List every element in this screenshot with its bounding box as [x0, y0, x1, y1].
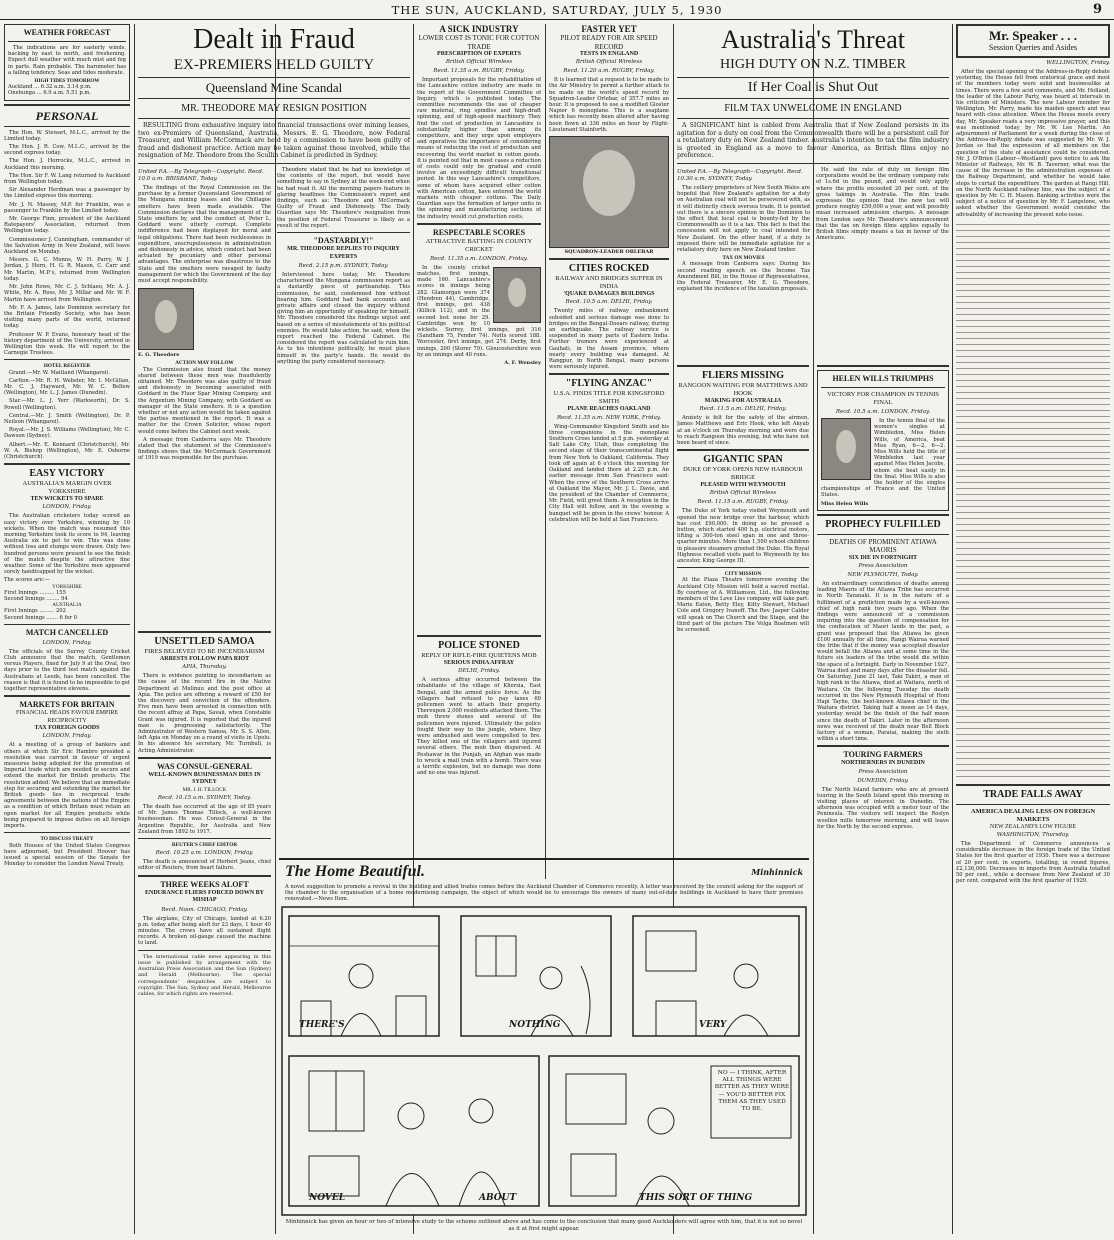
australia-dateline: United P.A.—By Telegraph—Copyright. Recd. 10.30 a.m. SYDNEY, Today. — [677, 168, 803, 182]
span-wire: British Official Wireless — [709, 490, 777, 497]
column-2-lower — [138, 628, 271, 1236]
fraud-body1: The findings of the Royal Commission on the purchase by a former Queensland Government of the Mungana mining leases and the Chillagoe smelters have been made available. The Commission declares that the management of the State smelters by, and the conduct of, Peter L. Goddard were utterly corrupt. Complete indifference had been displayed for moral and legal obligations. There had been recklessness in expenditure, unscrupulousness in administration and dishonesty in advice, which conduct had been actuated by pecuniary and other personal advantages. The enterprise was disastrous to the State and the smelters were ravaged by faulty management for which the Government of the day must accept responsibility. — [138, 184, 271, 285]
police-dateline: DELHI, Friday. — [458, 668, 500, 675]
score-line: First Innings ......... 202 — [4, 608, 66, 615]
faster-wire: British Official Wireless — [575, 59, 643, 66]
easy-victory-sub2: TEN WICKETS TO SPARE — [30, 496, 104, 503]
faster-body: It is learned that a request is to be made to the Air Ministry to permit a further attack to be made on the world's speed record by Squadron-Leader Orlebar, of 357.7 miles an hour. It is proposed to use a modified Gloster Napier 6 monoplane. This is a seaplane which has recently been altered after having been flown at 336 miles an hour by Flight-Lieutenant Stainforth. — [549, 77, 669, 133]
span-sub2: PLEASED WITH WEYMOUTH — [700, 482, 786, 489]
column-5 — [549, 24, 669, 879]
cartoon-artist: Minhinnick — [751, 867, 803, 877]
theodore-photo — [138, 288, 194, 350]
police-sub: REPLY OF RIFLE-FIRE QUIETENS MOB — [421, 652, 537, 659]
consul-sub: WELL-KNOWN BUSINESSMAN DIES IN SYDNEY — [148, 771, 261, 786]
trade-heading: TRADE FALLS AWAY — [983, 788, 1083, 800]
trade-body: The Department of Commerce announces a considerable decrease in the foreign trade of the United States for the first quarter of 1930. There was a decrease of 20 per cent. in exports, totalling, in round figures, £2,136,000. Decreases in imports from Australia totalled 50 per cent., while a decrease from New Zealand of 30 per cent. compared with the first quarter of 1929. — [956, 841, 1110, 885]
column-rule — [134, 24, 135, 1234]
prophecy-body: An extraordinary coincidence of deaths among leading Maoris of the Atiawa Tribe has occurred in North Taranaki. It is in the nature of a fulfilment of a prediction made by a well-known chief of high rank two years ago. When the findings were announced of a commission inquiring into the question of compensation for the confiscation of Maori lands in the past, a grant was proposed that the Atiawa be given £100 annually for all time. Rangi Wairua warned the tribe that if the money was accepted disaster would befall the Atiawa and at some time in the future six leaders of the tribe would die within the space of a fortnight. Early in November 1927, Wairua died and many days after the disaster fell. On Saturday, June 21 last, Taki Takiri, a man of high rank in the Atiawa, died at Waitara, north of Waitara. On the following Tuesday the death occurred in the New Plymouth Hospital of Honi Hapi Tayhe, the best-known Atiawa chief in the Waitara district. Taking half a moon as 14 days, yesterday would be the finish of the half moon since the death of Takiri. Later in the afternoon news was received of the death near Bell Block factory of a woman, Paratai, making the sixth within a short time. — [817, 581, 949, 743]
fraud-body2: Theodore stated that he had no knowledge of the contents of the report, but would have something to say in Sydney at the week-end when he had read it. All the morning papers feature in glaring headlines the Commission's report and findings, such as: Theodore and McCormack Guilty of Fraud and Dishonesty. The Daily Guardian says Mr. Theodore's resignation from the position of Federal Treasurer is likely as a result of the report. — [277, 166, 410, 229]
farmers-body: The North Island farmers who are at present touring in the South Island spent this morning in visiting places of interest in Dunedin. The afternoon was occupied with a motor tour of the Peninsula. The visitors will inspect the Roslyn woollen mills tomorrow morning, and will leave for the North by the second express. — [817, 786, 949, 830]
personal-item: Mr. J. N. Massey, M.P. for Franklin, was a passenger to Franklin by the Limited today. — [4, 201, 130, 214]
cities-dateline: Recd. 10.5 a.m. DELHI, Friday. — [565, 299, 653, 306]
three-weeks-sub: ENDURANCE FLIERS FORCED DOWN BY MISHAP — [144, 889, 264, 904]
wills-photo — [821, 418, 871, 480]
treaty-heading: TO DISCUSS TREATY — [40, 836, 94, 843]
fraud-sub3: MR. THEODORE MAY RESIGN POSITION — [181, 103, 367, 114]
dastardly-sub: MR. THEODORE REPLIES TO INQUIRY EXPERTS — [287, 246, 400, 260]
speaker-continued-text — [956, 221, 1110, 781]
score-line: YORKSHIRE — [52, 583, 82, 590]
australia-sub3: FILM TAX UNWELCOME IN ENGLAND — [724, 103, 902, 114]
farmers-wire: Press Association — [858, 768, 908, 775]
hotel-item: Royal.—Mr. J. S. Williams (Wellington), Mr. C. Dawson (Sydney). — [4, 427, 130, 440]
samoa-sub2: ARRESTS FOLLOW PAPA RIOT — [159, 656, 250, 662]
masthead — [0, 0, 1114, 20]
wills-body: In the tennis final of the women's singles at Wimbledon, Miss Helen Wills, of America, beat Miss Ryan, 6—2, 6—2. Miss Wills held the title of Wimbledon last year against Miss Helen Jacobs, whom she beat easily in the final. Miss Wills is also the holder of the singles championships of France and the United States. — [821, 418, 945, 499]
australia-lead: A SIGNIFICANT hint is cabled from Australia that if New Zealand persists in its agitation for a duty on coal from the Commonwealth there will be a persistent call for a retaliatory duty on New Zealand timber. Australia's intention to tax the film industry is greeted in England as a move to favour America, as British films enjoy no preference. — [677, 122, 949, 160]
personal-item: Professor W. P. Evans, honorary head of the history department of the University, arrived in Wellington this week. He will report to the Carnegie Trustees. — [4, 331, 130, 357]
australia-body2: A message from Canberra says: During his second reading speech on the Income Tax Amendment Bill, in the House of Representatives, the Federal Treasurer, Mr. E. G. Theodore, explained the incidence of the taxation proposals. — [677, 261, 810, 293]
australia-sub: HIGH DUTY ON N.Z. TIMBER — [720, 57, 906, 72]
cartoon — [279, 858, 809, 1238]
cartoon-label-this-sort: THIS SORT OF THING — [639, 1193, 753, 1203]
markets-sub2: TAX FOREIGN GOODS — [34, 725, 100, 732]
column-6-lower — [677, 362, 809, 857]
speaker-body: After the special opening of the Address-in-Reply debate yesterday, the House fell from oratorical grace and most of the members today were solid and businesslike at times. There were a few acid comments, and Mr. Holland, the leader of the Labour Party, was heard at intervals in his criticism of Ministers. The new Labour member for Wellington, Mr. Parry, made his maiden speech and was heard with close attention. When the House meets every day, Mr. Speaker reads a very impressive prayer, and this was mentioned today by Mr. W. Lee Martin. An adjournment of Parliament for a week during the close of the Address-in-Reply debate was suggested by Mr. W. J. Jordan so that the expression of all members on the question of the state of assistance could be considered. Mr. J. O'Brien (Labour—Westland) gave notice to ask the Minister of Railways, Mr. W. B. Taverner, what was the cause of the increase in the administration expenses of the Railway Department, and whether he would take steps to curtail the expenditure. The garden at Rangi Hill, on the North Auckland railway line, was the subject of a question by Mr. C. H. Mason. Banking activities were the subject of a notice of question by Mr. F. Langstone, who asked whether the Government would consider the advisability of increasing the present note-issue. — [956, 69, 1110, 218]
consul-heading: WAS CONSUL-GENERAL — [157, 761, 252, 771]
farmers-heading: TOURING FARMERS — [843, 750, 923, 760]
weather-body: The indications are for easterly winds, backing by east to north, and freshening. Expect dull weather with much mist and fog in parts. Rain probable. The barometer has a falling tendency. Seas and tides moderate. — [8, 45, 126, 76]
wills-sub: VICTORY FOR CHAMPION IN TENNIS FINAL — [827, 391, 939, 406]
personal-item: Messrs. G. C. Munns, W. H. Parry, W. J. Jordan, J. Horn, H. G. R. Mason, C. Carr and Mr. Martin, M.P.'s, returned from Wellington today. — [4, 257, 130, 282]
column-1 — [4, 24, 130, 1236]
span-dateline: Recd. 11.15 a.m. RUGBY, Friday. — [697, 499, 789, 506]
score-line: Second Innings ........ 94 — [4, 596, 68, 603]
farmers-sub: NORTHERNERS IN DUNEDIN — [841, 760, 925, 767]
prophecy-wire: Press Association — [858, 563, 908, 570]
column-rule — [545, 24, 546, 879]
markets-heading: MARKETS FOR BRITAIN — [19, 700, 115, 710]
personal-item: Sir Alexander Herdman was a passenger by the Limited express this morning. — [4, 187, 130, 200]
mission-body: At the Plaza Theatre tomorrow evening the Auckland City Mission will hold a sacred recital. By courtesy of A. Williamson, Ltd., the following members of the Love Lies company will take part: Marie Eaton, Betty Eley, Kitty Stewart, Michael Cole and Gregory Ivanoff. The Rev. Jasper Calder will speak on The Church and the Stage, and the third part of the picture The Volga Boatmen will be screened. — [677, 577, 809, 634]
cartoon-heading: The Home Beautiful. — [285, 863, 425, 880]
cartoon-label-nothing: NOTHING — [509, 1020, 561, 1030]
cartoon-drawing — [281, 906, 807, 1216]
match-cancelled-body: The officials of the Surrey County Cricket Club announce that the match, Gentlemen versus Players, fixed for July 9 at the Oval, two days prior to the third test match against the Australians at Leeds, has been cancelled. The reason is that it is found to be impossible to get together representative elevens. — [4, 648, 130, 693]
column-7-lower — [817, 362, 949, 1234]
samoa-sub: FIRES BELIEVED TO BE INCENDIARISM — [144, 648, 265, 655]
reuters-body: The death is announced of Herbert Jeans, chief editor of Reuters, from heart failure. — [138, 859, 271, 872]
easy-victory-heading: EASY VICTORY — [29, 468, 105, 480]
easy-victory-sub: AUSTRALIA'S MARGIN OVER YORKSHIRE — [22, 480, 112, 496]
samoa-dateline: APIA, Thursday. — [182, 664, 227, 671]
orlebar-photo — [549, 136, 669, 248]
match-cancelled-heading: MATCH CANCELLED — [25, 627, 109, 637]
three-weeks-heading: THREE WEEKS ALOFT — [160, 879, 249, 889]
anzac-heading: "FLYING ANZAC" — [565, 378, 653, 390]
faster-heading: FASTER YET — [581, 24, 637, 34]
weather-heading: WEATHER FORECAST — [23, 28, 111, 37]
reuters-heading: REUTER'S CHIEF EDITOR — [171, 842, 238, 849]
match-cancelled-dateline: LONDON, Friday. — [42, 639, 92, 646]
hotel-item: Grand.—Mr. W. Maitland (Whangarei). — [9, 369, 111, 376]
cartoon-speech: NO — I THINK, AFTER ALL THINGS WERE BETTER AS THEY WERE — YOU'D BETTER FIX THEM AS THEY USED TO BE. — [714, 1070, 790, 1113]
column-8 — [956, 24, 1110, 1236]
page-number: 9 — [1092, 2, 1102, 17]
wensley-photo — [493, 267, 541, 323]
faster-sub2: TESTS IN ENGLAND — [579, 51, 639, 57]
tide-row: Onehunga ... 6.9 a.m. 5.51 p.m. — [8, 90, 91, 97]
samoa-heading: UNSETTLED SAMOA — [154, 636, 255, 647]
speaker-sub: Session Queries and Asides — [988, 43, 1078, 52]
fliers-body: Anxiety is felt for the safety of the airmen, James Matthews and Eric Hook, who left Akyab at an o'clock on Thursday morning and were due to reach Rangoon this evening, but who have not been heard of since. — [677, 415, 809, 447]
fraud-heading: Dealt in Fraud — [193, 24, 355, 55]
police-body: A serious affray occurred between the inhabitants of the village of Khersia, East Bengal, and the armed police force. As the villagers had refused to pay taxes 60 policemen went to attach their property. Thereupon 2,000 residents attacked them. The mob threw stones and several of the policemen were injured. Ultimately the police fought their way to the jungle, where they were ambushed and were compelled to fire. They killed one of the villagers and injured several others. The mob then dispersed. At Peshawar in the Punjab, an Afghan was made to wreck a mail train with a bomb. There was a terrific explosion, but no damage was done and no one was injured. — [417, 677, 541, 777]
span-body: The Duke of York today visited Weymouth and opened the new bridge over the harbour, which has cost £90,000. In doing so he pressed a button, which started 400 h.p. electrical motors, lifting a 300-ton steel span in one and three-quarter minutes. More than 1,500 school children in pleasure steamers greeted the Duke. His Royal Highness recalled visits paid to Weymouth by his ancestor, King George III. — [677, 508, 809, 565]
wensley-caption: A. F. Wensley — [504, 359, 541, 366]
sick-heading: A SICK INDUSTRY — [439, 24, 519, 34]
consul-body: The death has occurred at the age of 85 years of Mr. James Thomas Tillock, a well-known businessman. He was Consul-General in the Argentine Republic, for Australia and New Zealand from 1892 to 1917. — [138, 804, 271, 835]
span-heading: GIGANTIC SPAN — [703, 454, 783, 466]
score-line: AUSTRALIA — [52, 602, 82, 609]
cartoon-label-very: VERY — [699, 1020, 727, 1030]
cities-heading: CITIES ROCKED — [568, 263, 650, 275]
hotel-heading: HOTEL REGISTER — [43, 363, 91, 370]
hotel-item: Central.—Mr. J. Smith (Wellington), Dr. P. Neilson (Whangarei). — [4, 412, 130, 425]
anzac-dateline: Recd. 11.35 a.m. NEW YORK, Friday. — [557, 414, 661, 421]
theodore-caption: E. G. Theodore — [138, 352, 180, 359]
fraud-article — [138, 24, 410, 644]
australia-sub2: If Her Coal is Shut Out — [747, 80, 879, 95]
easy-victory-dateline: LONDON, Friday. — [42, 504, 92, 511]
wills-heading: HELEN WILLS TRIUMPHS — [832, 374, 934, 383]
sick-sub2: PRESCRIPTION OF EXPERTS — [437, 51, 521, 57]
prophecy-sub: DEATHS OF PROMINENT ATIAWA MAORIS — [829, 537, 937, 555]
police-sub2: SERIOUS INDIA AFFRAY — [443, 660, 515, 666]
hotel-item: Albert.—Mr. E. Kennard (Christchurch), Mr. W. A. Bishop (Wellington), Mr. E. Osborne (Christchurch). — [4, 441, 130, 460]
respectable-sub: ATTRACTIVE BATTING IN COUNTY CRICKET — [425, 237, 533, 253]
sick-wire: British Official Wireless — [445, 59, 513, 66]
tax-heading: TAX ON MOVIES — [722, 255, 765, 262]
respectable-dateline: Recd. 11.35 a.m. LONDON, Friday. — [430, 255, 528, 262]
mission-heading: CITY MISSION — [724, 571, 762, 578]
trade-sub: AMERICA DEALING LESS ON FOREIGN MARKETS — [970, 807, 1096, 823]
tides-heading: HIGH TIDES TOMORROW — [34, 78, 100, 85]
cartoon-label-about: ABOUT — [479, 1193, 517, 1203]
dastardly-dateline: Recd. 2.15 p.m. SYDNEY, Today. — [298, 263, 389, 269]
fliers-dateline: Recd. 11.5 a.m. DELHI, Friday. — [699, 406, 787, 413]
action-heading: ACTION MAY FOLLOW — [175, 360, 234, 367]
fraud-sub: EX-PREMIERS HELD GUILTY — [173, 57, 375, 73]
prophecy-sub2: SIX DIE IN FORTNIGHT — [848, 554, 918, 561]
personal-heading: PERSONAL — [35, 108, 99, 123]
three-weeks-body: The airplane, City of Chicago, landed at 6.20 p.m. today after being aloft for 23 days, 1 hour 40 minutes. The crews have all sustained flight records. A broken oil-gauge caused the machine to land. — [138, 915, 271, 947]
column-rule — [952, 24, 953, 1234]
fliers-sub: RANGOON WAITING FOR MATTHEWS AND HOOK — [678, 382, 808, 397]
personal-item: The Hon. Sir F. W. Lang returned to Auckland from Wellington today. — [4, 172, 130, 186]
fraud-lead: RESULTING from exhaustive inquiry into financial transactions over mining leases, two ex-Premiers of Queensland, Australia, Messrs. E. G. Theodore, now Federal Treasurer, and William McCormack are held by a commission to have been guilty of fraud and dishonest practice. Action may be taken against those involved, while the resignation of Mr. Theodore from the Scullin Cabinet is predicted in Sydney. — [138, 122, 410, 160]
anzac-sub2: PLANE REACHES OAKLAND — [567, 406, 651, 413]
wills-caption: Miss Helen Wills — [821, 500, 869, 507]
cartoon-intro: A novel suggestion to promote a revival in the building and allied trades comes before the Auckland Chamber of Commerce recently. A letter was received by the council asking for the support of the chamber to the organisation of a home modernising campaign, the object of which would be to encourage the owners of many out-of-date buildings in Auckland to have their premises renovated.—News Item. — [285, 884, 803, 903]
copyright-note: The international cable news appearing in this issue is published by arrangement with the Australian Press Association and the Sun (Sydney) and Herald (Melbourne). The special correspondents' despatches are subject to copyright. The Sun, Sydney and Herald, Melbourne cables, for which rights are reserved. — [138, 953, 271, 997]
speaker-box — [956, 24, 1110, 58]
sick-dateline: Recd. 11.35 a.m. RUGBY, Friday. — [433, 68, 525, 75]
australia-body1: The colliery proprietors of New South Wales are hopeful that New Zealand's agitation for a duty on Australian coal will not be persevered with, as it will distinctly check oversea trade. It is pointed out there is a sincere opinion in the Dominion to the effect that local coal is bounty-fed by the Commonwealth as it is a tax. This fact is that the concession will not apply to coal intended for New Zealand. On the other hand, if a duty is imposed there will be immediate agitation for a retaliatory duty here on New Zealand timber. — [677, 184, 810, 253]
trade-dateline: WASHINGTON, Thursday. — [996, 832, 1070, 839]
easy-victory-body: The Australian cricketers today scored an easy victory over Yorkshire, winning by 10 wickets. When the match was resumed this morning Yorkshire took its score to 94, leaving Australia six to get to win. This was done without loss and stumps were drawn. Only two hundred persons were present to see the finish of the match despite the attractive fine weather. Some of the Yorkshire men appeared sorely handicapped by the wicket. — [4, 513, 130, 576]
cities-body: Twenty miles of railway embankment subsided and serious damage was done to bridges on the Bengal-Dooars railway, during an earthquake. The railway service is suspended in many parts of Eastern India. Further tremors were experienced at Gauhati, in the Assam province, where nearly every building was damaged. At Rangpur, in North Bengal, many persons were seriously injured. — [549, 308, 669, 371]
samoa-body: There is evidence pointing to incendiarism as the cause of the recent fire in the Native Department at Mulinuu and the post office at Apia. The police are offering a reward of £50 for the discovery and conviction of the offenders. Five men have been arrested in connection with the recent affray at Papa, Savaii, when Constable Grant was injured. It is reported that the injured man is progressing satisfactorily. The Administrator of Western Samoa, Mr. S. S. Allen, left Apia on Monday on a round of visits in Upolu. In his absence his secretary, Mr. Turnbull, is Acting Administrator. — [138, 673, 271, 754]
police-heading: POLICE STONED — [438, 640, 520, 651]
span-sub: DUKE OF YORK OPENS NEW HARBOUR BRIDGE — [683, 466, 803, 482]
fraud-body3: The Commission also found that the money shared between these men was fraudulently obtained. Mr. Theodore was also guilty of fraud and dishonesty in becoming associated with Goddard in the Fluor Spar Mining Company, and the Argentum Mining Company, with Goddard as manager of the State smelters. It is a question whether or not any action would be taken against the parties mentioned in the report. It was a matter for the Crown Solicitor, whose report would come before the Cabinet next week. — [138, 366, 271, 435]
fraud-body4: A message from Canberra says Mr. Theodore stated that the statement of the Commission's findings shows that the McCormack Government of 1919 was responsible for the purchase. — [138, 436, 271, 462]
cities-sub: RAILWAY AND BRIDGES SUFFER IN INDIA — [555, 275, 663, 291]
fraud-sub2: Queensland Mine Scandal — [205, 80, 343, 95]
hotel-item: Carlton.—Mr. R. H. Webster, Mr. I. McGillan, Mr. C. J. Hayward, Mr. W. C. Bellew (Wellington), Mr. L. J. James (Dunedin). — [4, 377, 130, 397]
australia-body3: He said the rate of duty on foreign film corporations would be the ordinary company rate of 1s.6d in the pound, and would only apply where the profits exceeded 20 per cent. of the gross takings in Australia. The film trade expresses the opinion that the new tax will produce roughly £50,000 a year, and will possibly mean increased admission charges. A message from London says Mr. Theodore's announcement that the tax on foreign films applies equally to British films simply means a tax in favour of the Americans. — [816, 166, 949, 242]
faster-sub: PILOT READY FOR AIR SPEED RECORD — [560, 34, 658, 51]
weather-box — [4, 24, 130, 101]
fraud-dateline: United P.A.—By Telegraph—Copyright. Recd. 10.0 a.m. BRISBANE, Today. — [138, 168, 264, 182]
personal-item: Mr. George Finn, president of the Auckland Ratepayers' Association, returned from Wellington today. — [4, 216, 130, 235]
score-line: First Innings ......... 155 — [4, 589, 66, 596]
fliers-heading: FLIERS MISSING — [702, 370, 784, 381]
wills-box — [817, 370, 949, 511]
tide-row: Auckland ... 6.32 a.m. 3.14 p.m. — [8, 84, 92, 91]
respectable-body: In the county cricket matches, first innings, made 160. Lancashire's scores in innings being 282. Glamorgan were 374 (Hendren 44), Cambridge, first innings, got 438 (Killick 112), and in the second lost none for 29. Cambridge won by 10 wickets. Surrey, first innings, got 316 (Sandham 75, Fender 74). Notts scored 188. Worcester, first innings, got 274. Derby, first innings, 200 (Storer 79). Gloucestershire won by an innings and 40 runs. — [417, 264, 541, 358]
personal-item: The Hon. W. Stewart, M.L.C., arrived by the Limited today. — [4, 129, 130, 142]
hotel-item: Star.—Mr. L. J. Yerr (Warkworth), Dr. S. Powell (Wellington). — [4, 398, 130, 411]
personal-item: The Hon. J. R. Cow, M.L.C., arrived by the second express today. — [4, 144, 130, 157]
personal-item: Mr. F. A. James, late Dominion secretary for the Britain Friendly Society, who has been visiting many parts of the world, returned today. — [4, 304, 130, 330]
orlebar-caption: SQUADRON-LEADER ORLEBAR — [564, 249, 654, 256]
farmers-dateline: DUNEDIN, Friday. — [857, 777, 909, 784]
three-weeks-dateline: Recd. Noon. CHICAGO, Friday. — [161, 906, 248, 913]
personal-item: Mr. John Rowe, Mr. C. J. Schlaeo, Mr. A. J. White, Mr. A. Ross, Mr. J. Millar and Mr. W. F. Martin have arrived from Wellington. — [4, 284, 130, 303]
personal-item: The Hon. J. Horrocks, M.L.C., arrived in Auckland this morning. — [4, 158, 130, 171]
respectable-heading: RESPECTABLE SCORES — [432, 227, 526, 237]
dastardly-heading: "DASTARDLY!" — [313, 236, 374, 245]
australia-heading: Australia's Threat — [721, 25, 905, 54]
scores-heading: The scores are:— — [4, 577, 50, 584]
dastardly-body: Interviewed here today, Mr. Theodore characterised the Mungana commission report as a dastardly piece of partisanship. This commission, he said, condemned him without hearing him. Goddard had bank accounts and private affairs and closed the inquiry without giving him an opportunity of speaking for himself. Mr. Theodore considered the findings unjust and based on a series of misstatements of his political enemies. He would take action, he said, when the report reached the Federal Cabinet. He considered the report was calculated to ruin him. As to his intentions politically, he must place himself in the party's hands. He would do anything the party considered necessary. — [277, 272, 410, 365]
cartoon-caption: Minhinnick has given an hour or two of intensive study to the scheme outlined above and has come to the conclusion that many good Aucklanders will agree with him, that it is not so novel as it at first might appear. — [285, 1219, 803, 1232]
anzac-body: Wing-Commander Kingsford Smith and his three companions in the monoplane Southern Cross landed at 5 p.m. yesterday at Salt Lake City, Utah, thus completing the second stage of their transcontinental flight from New York to Oakland, California. They took off again at 6 o'clock this morning for Oakland and landed there at 2.25 p.m. An earlier message from San Francisco said: When the crew of the Southern Cross arrive at Oakland the Mayor, Mr. J. L. Davie, and the president of the Chamber of Commerce, Mr. Field, will greet them. A reception in the City Hall will follow, and in the evening a banquet will be given in the crews' honour. A celebration will be held at San Francisco. — [549, 423, 669, 523]
markets-sub: FINANCIAL HEADS FAVOUR EMPIRE RECIPROCITY — [15, 710, 119, 724]
faster-dateline: Recd. 11.20 a.m. RUGBY, Friday. — [563, 68, 655, 75]
cartoon-label-novel: NOVEL — [309, 1193, 346, 1203]
markets-body: At a meeting of a group of bankers and others at which Sir Eric Hambro presided a resolution was carried in favour of urgent measures being adopted for the promotion of Imperial trade which are needed to secure and extend the market for British products. The resolution added: We believe that an immediate step for securing and extending the market for British goods lies in reciprocal trade agreements between the nations of the Empire as a condition of which Britain must retain an open market for all Empire products while being prepared to impose duties on all foreign imports. — [4, 742, 130, 830]
treaty-body: Both Houses of the United States Congress have adjourned, but President Hoover has issued a special session of the Senate for Monday to consider the London Naval Treaty. — [4, 842, 130, 868]
sick-body: Important proposals for the rehabilitation of the Lancashire cotton industry are made in the report of the Government Committee of Inquiry, which is published today. The committee recommends the use of cheaper raw material, ring spindles and high-draft spinning, and of high-speed machinery. They find the cost of production in Lancashire is substantially higher than among its competitors, and they urge upon employers and operatives the importance of considering means of reducing the cost of production and recovering the world market in cotton goods. It is pointed out that in most cases a reduction of costs could only be gradual and could involve an exceedingly difficult transitional period. In this way Lancashire's competitors, some of whom have acquired other cotton with American cotton, have entered the world markets with cheaper cottons. The Daily Guardian says the formation of larger units in the spinning and manufacturing sections of the industry would cut production costs. — [417, 77, 541, 220]
cities-sub2: 'QUAKE DAMAGES BUILDINGS — [563, 291, 655, 298]
trade-sub2: NEW ZEALAND'S LOW FIGURE — [989, 823, 1077, 830]
reuters-dateline: Recd. 10.25 a.m. LONDON, Friday. — [155, 850, 254, 857]
police-article — [417, 632, 541, 862]
personal-item: Commissioner J. Cunningham, commander of the Salvation Army in New Zealand, will leave Auckland on Monday. — [4, 236, 130, 256]
consul-sub2: MR. J. H. TILLOCK — [182, 786, 227, 793]
sick-sub: LOWER COST IS TONIC FOR COTTON TRADE — [418, 34, 540, 51]
speaker-heading: Mr. Speaker . . . — [988, 28, 1078, 43]
prophecy-dateline: NEW PLYMOUTH, Today. — [847, 572, 919, 579]
prophecy-heading: PROPHECY FULFILLED — [825, 518, 941, 530]
wills-dateline: Recd. 10.5 a.m. LONDON, Friday. — [835, 409, 931, 415]
markets-dateline: LONDON, Friday. — [42, 733, 92, 740]
fliers-sub2: MAKING FOR AUSTRALIA — [704, 398, 782, 404]
consul-dateline: Recd. 10.15 a.m. SYDNEY, Today. — [157, 795, 252, 802]
masthead-title: THE SUN, AUCKLAND, SATURDAY, JULY 5, 1930 — [391, 3, 723, 17]
speaker-dateline: WELLINGTON, Friday. — [1046, 60, 1110, 66]
anzac-sub: U.S.A. FINDS TITLE FOR KINGSFORD SMITH — [553, 390, 665, 406]
cartoon-label-theres: THERE'S — [299, 1020, 345, 1030]
score-line: Second Innings ....... 6 for 0 — [4, 614, 77, 621]
australia-article — [677, 24, 949, 384]
